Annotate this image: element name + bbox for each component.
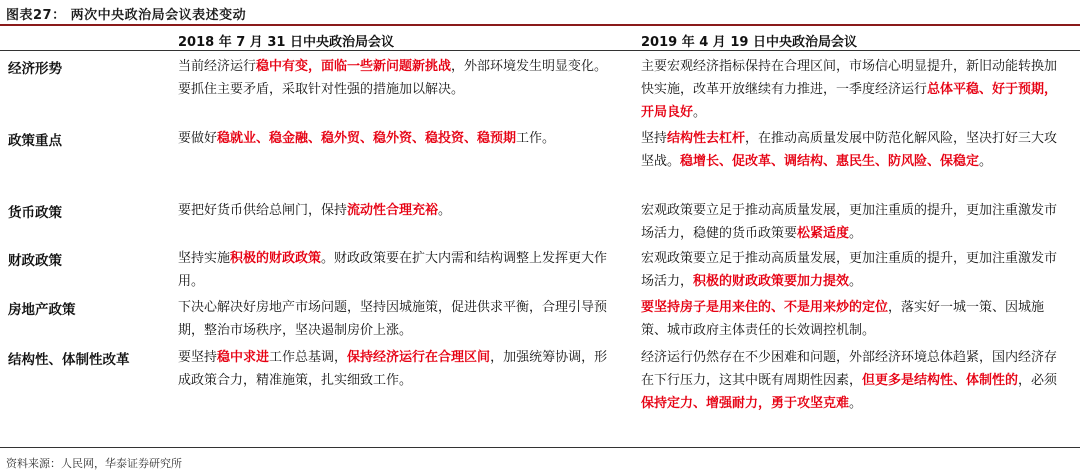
body-text: 工作。	[516, 131, 556, 146]
body-text: 。	[849, 274, 863, 289]
figure-title: 图表27： 两次中央政治局会议表述变动	[6, 8, 247, 23]
body-text: 。	[693, 105, 707, 120]
cell-2018	[178, 247, 618, 293]
cell-2019	[641, 296, 1069, 342]
highlight-text: 稳中求进	[217, 350, 270, 365]
highlight-text: 松紧适度	[797, 226, 850, 241]
body-text: 宏观政策要立足于推动高质量发展，更加注重质的提升，更加注重激发市场活力，稳健的货币政策要	[641, 203, 1058, 241]
highlight-text: 积极的财政政策要加力提效	[693, 274, 850, 289]
body-text: ，外部环境发生明显变化。要抓住主要矛盾，采取针对性强的措施加以解决。	[178, 59, 608, 97]
body-text: 要坚持	[178, 350, 218, 365]
highlight-text: 流动性合理充裕	[347, 203, 439, 218]
highlight-text: 结构性去杠杆	[667, 131, 746, 146]
body-text: 。财政政策要在扩大内需和结构调整上发挥更大作用。	[178, 251, 608, 289]
row-label: 货币政策	[8, 205, 62, 221]
row-label: 财政政策	[8, 253, 62, 269]
header-2018: 2018 年 7 月 31 日中央政治局会议	[178, 35, 394, 50]
body-text: 主要宏观经济指标保持在合理区间，市场信心明显提升，新旧动能转换加快实施，改革开放继续有力推进，一季度经济运行	[641, 59, 1058, 97]
highlight-text: 稳中有变，面临一些新问题新挑战	[256, 59, 452, 74]
body-text: ，必须	[1018, 373, 1058, 388]
body-text: 当前经济运行	[178, 59, 257, 74]
body-text: 要做好	[178, 131, 218, 146]
bottom-divider	[0, 447, 1080, 448]
row-label: 经济形势	[8, 61, 62, 77]
body-text: 。	[849, 226, 863, 241]
body-text: ，加强统筹协调，形成政策合力，精准施策，扎实细致工作。	[178, 350, 608, 388]
highlight-text: 稳增长、促改革、调结构、惠民生、防风险、保稳定	[680, 154, 980, 169]
highlight-text: 保持经济运行在合理区间	[347, 350, 491, 365]
row-label: 结构性、体制性改革	[8, 352, 130, 368]
body-text: 宏观政策要立足于推动高质量发展，更加注重质的提升，更加注重激发市场活力，	[641, 251, 1058, 289]
source-note: 资料来源：人民网，华泰证券研究所	[6, 457, 182, 470]
cell-2018	[178, 199, 618, 222]
body-text: 下决心解决好房地产市场问题，坚持因城施策，促进供求平衡，合理引导预期，整治市场秩序，坚决遏制房价上涨。	[178, 300, 608, 338]
cell-2019	[641, 346, 1069, 415]
highlight-text: 但更多是结构性、体制性的	[862, 373, 1019, 388]
body-text: ，在推动高质量发展中防范化解风险，坚决打好三大攻坚战。	[641, 131, 1058, 169]
body-text: 。	[438, 203, 452, 218]
cell-2018	[178, 127, 618, 150]
cell-2019	[641, 247, 1069, 293]
body-text: 坚持	[641, 131, 668, 146]
highlight-text: 积极的财政政策	[230, 251, 322, 266]
cell-2019	[641, 55, 1069, 124]
table-header-row	[0, 26, 1080, 51]
cell-2019	[641, 199, 1069, 245]
comparison-table	[0, 26, 1080, 411]
body-text: 。	[979, 154, 993, 169]
highlight-text: 稳就业、稳金融、稳外贸、稳外资、稳投资、稳预期	[217, 131, 517, 146]
body-text: 工作总基调，	[269, 350, 348, 365]
cell-2018	[178, 346, 618, 392]
body-text: 。	[849, 396, 863, 411]
cell-2019	[641, 127, 1069, 173]
highlight-text: 保持定力、增强耐力，勇于攻坚克难	[641, 396, 850, 411]
cell-2018	[178, 55, 618, 101]
body-text: 要把好货币供给总闸门，保持	[178, 203, 348, 218]
cell-2018	[178, 296, 618, 342]
row-label: 房地产政策	[8, 302, 76, 318]
highlight-text: 要坚持房子是用来住的、不是用来炒的定位	[641, 300, 889, 315]
body-text: ，落实好一城一策、因城施策、城市政府主体责任的长效调控机制。	[641, 300, 1045, 338]
body-text: 坚持实施	[178, 251, 231, 266]
body-text: 经济运行仍然存在不少困难和问题，外部经济环境总体趋紧，国内经济存在下行压力，这其中既有周期性因素，	[641, 350, 1058, 388]
highlight-text: 总体平稳、好于预期，开局良好	[641, 82, 1058, 120]
header-2019: 2019 年 4 月 19 日中央政治局会议	[641, 35, 857, 50]
row-label: 政策重点	[8, 133, 62, 149]
